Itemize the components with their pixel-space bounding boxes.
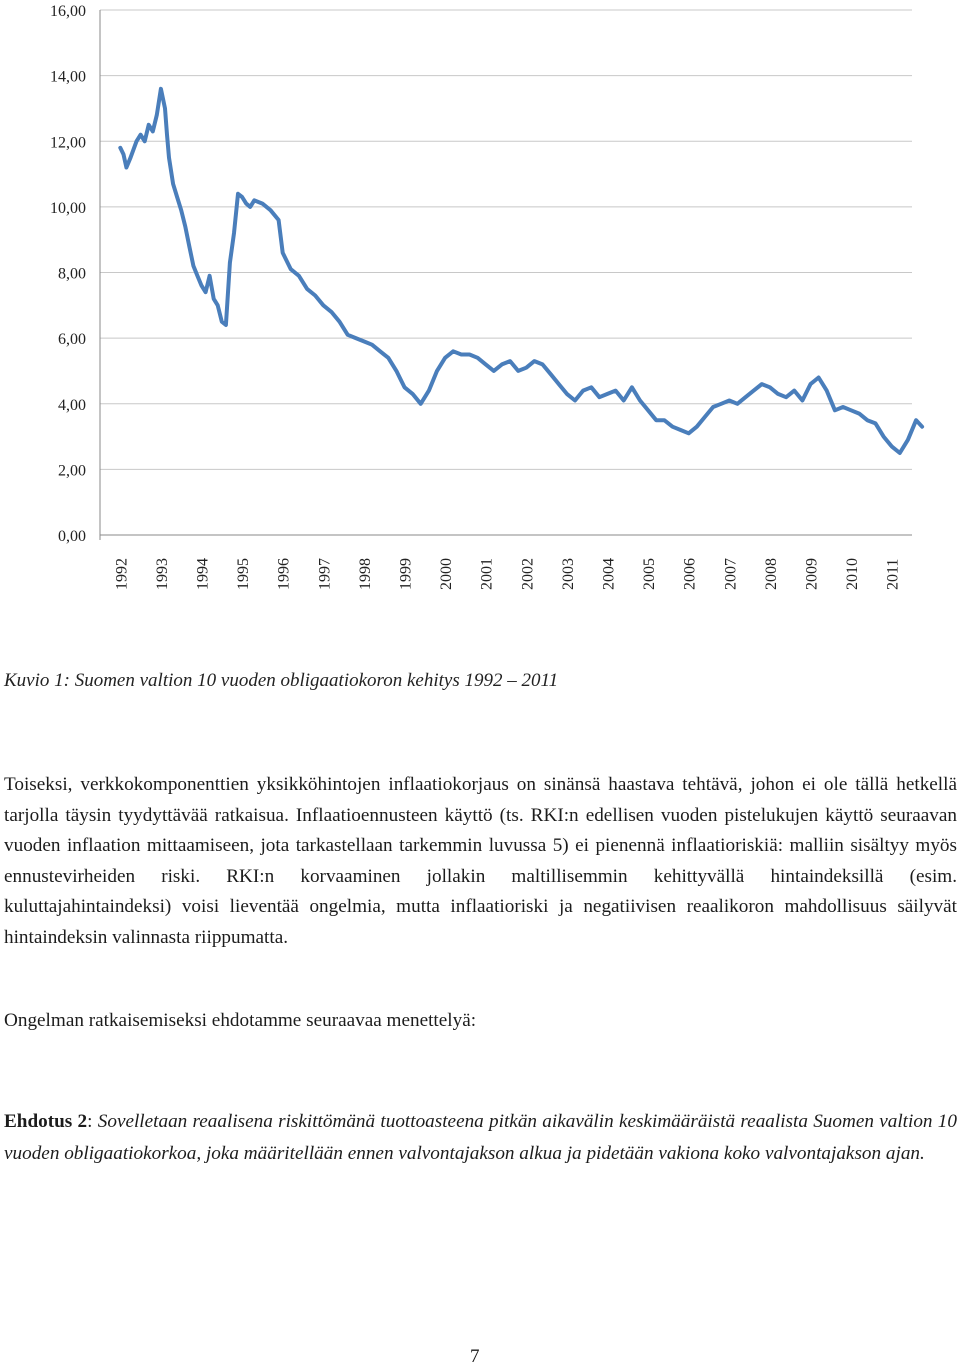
x-tick-label: 2001 bbox=[478, 558, 496, 590]
y-tick-label: 4,00 bbox=[58, 396, 86, 414]
body-paragraph-2: Ongelman ratkaisemiseksi ehdotamme seuraavaa menettelyä: bbox=[4, 1010, 477, 1031]
x-tick-label: 2004 bbox=[600, 558, 618, 590]
x-tick-label: 2011 bbox=[884, 558, 902, 590]
yield-series-line bbox=[120, 89, 922, 453]
y-tick-label: 12,00 bbox=[50, 134, 86, 152]
y-tick-label: 6,00 bbox=[58, 331, 86, 349]
x-tick-label: 1992 bbox=[113, 558, 131, 590]
x-tick-label: 2002 bbox=[519, 558, 537, 590]
x-tick-label: 2003 bbox=[559, 558, 577, 590]
x-tick-label: 1994 bbox=[194, 558, 212, 590]
x-tick-label: 2007 bbox=[722, 558, 740, 590]
x-tick-label: 2010 bbox=[844, 558, 862, 590]
x-tick-label: 1995 bbox=[235, 558, 253, 590]
x-tick-label: 1999 bbox=[397, 558, 415, 590]
y-tick-label: 8,00 bbox=[58, 265, 86, 283]
y-axis-tick-labels bbox=[50, 3, 86, 545]
proposal-paragraph bbox=[4, 1106, 957, 1169]
x-tick-label: 1997 bbox=[316, 558, 334, 590]
proposal-text: Sovelletaan reaalisena riskittömänä tuottoasteena pitkän aikavälin keskimääräistä reaalista Suomen valtion 10 vuoden obligaatiokorkoa, joka määritellään ennen valvontajakson alkua ja pidetään vakiona koko valvontajakson ajan. bbox=[4, 1111, 957, 1164]
x-tick-label: 2008 bbox=[762, 558, 780, 590]
body-paragraph-1: Toiseksi, verkkokomponenttien yksikköhintojen inflaatiokorjaus on sinänsä haastava tehtävä, johon ei ole tällä hetkellä tarjolla täysin tyydyttävää ratkaisua. Inflaatioennusteen käyttö (ts. RKI:n edellisen vuoden pistelukujen käyttö seuraavan vuoden inflaation mittaamiseen, jota tarkastellaan tarkemmin luvussa 5) ei pienennä inflaatioriskiä: malliin sisältyy myös ennustevirheiden riski. RKI:n korvaaminen jollakin maltillisemmin kehittyvällä hintaindeksillä (esim. kuluttajahintaindeksi) voisi lieventää ongelmia, mutta inflaatioriski ja negatiivisen reaalikoron mahdollisuus säilyvät hintaindeksin valinnasta riippumatta. bbox=[4, 774, 957, 948]
x-tick-label: 1996 bbox=[275, 558, 293, 590]
x-tick-label: 2000 bbox=[438, 558, 456, 590]
x-tick-label: 1998 bbox=[356, 558, 374, 590]
x-tick-label: 2005 bbox=[641, 558, 659, 590]
x-axis-tick-labels bbox=[113, 558, 901, 590]
y-tick-label: 16,00 bbox=[50, 3, 86, 20]
y-tick-label: 14,00 bbox=[50, 68, 86, 86]
y-tick-label: 10,00 bbox=[50, 199, 86, 217]
chart-gridlines bbox=[100, 10, 912, 540]
proposal-label: Ehdotus 2 bbox=[4, 1111, 88, 1132]
figure-caption: Kuvio 1: Suomen valtion 10 vuoden obligaatiokoron kehitys 1992 – 2011 bbox=[4, 670, 559, 691]
x-tick-label: 1993 bbox=[153, 558, 171, 590]
y-tick-label: 2,00 bbox=[58, 462, 86, 480]
proposal-colon: : bbox=[87, 1111, 98, 1132]
x-tick-label: 2009 bbox=[803, 558, 821, 590]
y-tick-label: 0,00 bbox=[58, 528, 86, 545]
page-number: 7 bbox=[470, 1346, 480, 1367]
bond-yield-chart bbox=[0, 0, 960, 620]
x-tick-label: 2006 bbox=[681, 558, 699, 590]
